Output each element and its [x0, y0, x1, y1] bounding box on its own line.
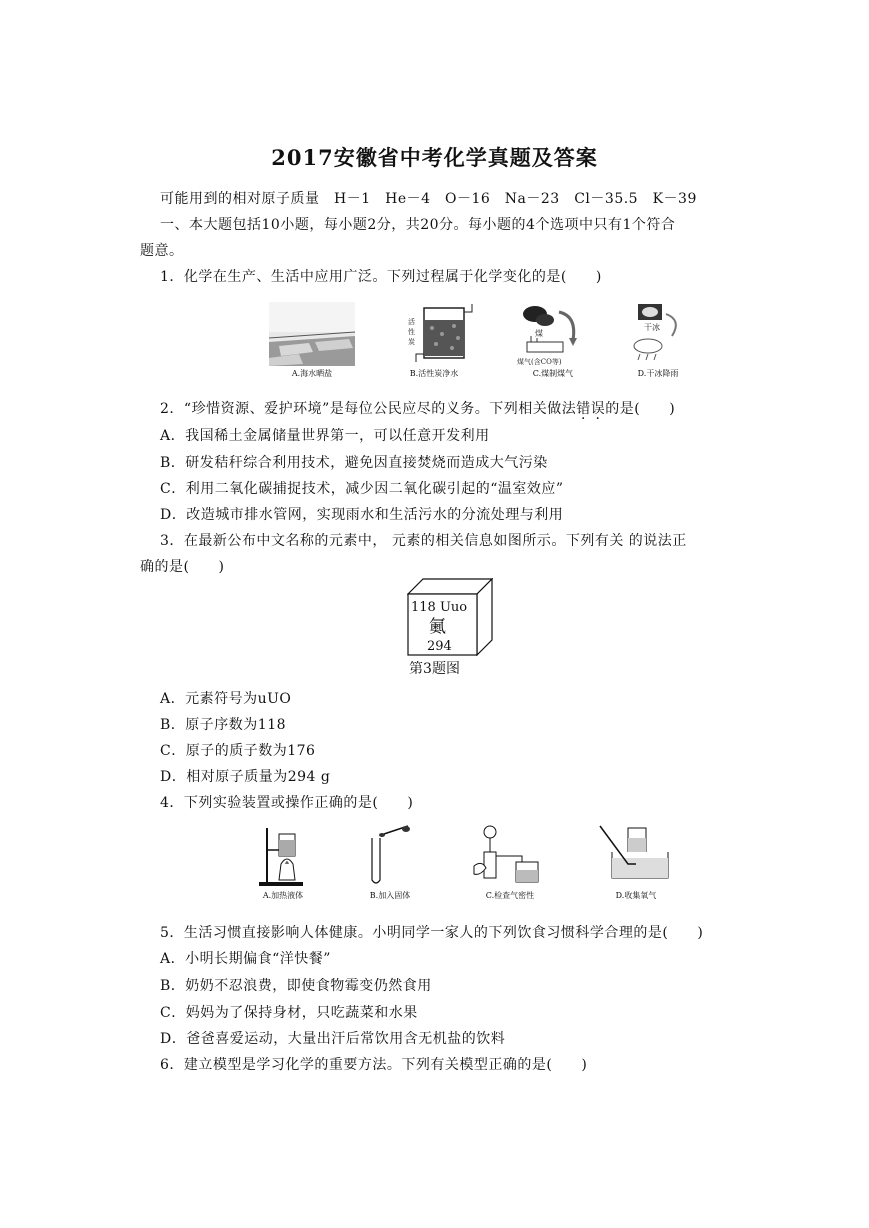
- heating-liquid-image: [253, 824, 313, 888]
- q6-stem: 6．建立模型是学习化学的重要方法。下列有关模型正确的是( ): [160, 1057, 588, 1073]
- q5-option-b: B．奶奶不忍浪费，即使食物霉变仍然食用: [160, 978, 432, 994]
- q2-stem: [160, 398, 675, 418]
- q3-option-b: B．原子序数为118: [160, 717, 287, 733]
- coal-to-gas-image: [515, 302, 591, 366]
- q3-stem: 3．在最新公布中文名称的元素中， 元素的相关信息如图所示。下列有关 的说法正: [160, 533, 687, 549]
- element-name: 鿫: [429, 617, 446, 637]
- airtightness-check-image: [472, 824, 548, 888]
- element-number-symbol: 118 Uuo: [411, 600, 468, 615]
- q1-caption-a: A.海水晒盐: [291, 369, 333, 378]
- q5-option-d: D．爸爸喜爱运动，大量出汗后常饮用含无机盐的饮料: [160, 1031, 506, 1047]
- q2-option-a: A．我国稀土金属储量世界第一，可以任意开发利用: [160, 428, 490, 444]
- q1-caption-d: D.干冰降雨: [637, 369, 679, 378]
- q1-figure-d: [618, 302, 698, 379]
- q5-option-c: C．妈妈为了保持身材，只吃蔬菜和水果: [160, 1005, 418, 1021]
- q1-figure-c: [508, 302, 598, 379]
- q3-option-a: A．元素符号为uUO: [160, 691, 292, 707]
- q4-figure-a: [248, 824, 318, 901]
- q1-stem: 1．化学在生产、生活中应用广泛。下列过程属于化学变化的是( ): [160, 269, 602, 285]
- q1-caption-b: B.活性炭净水: [409, 369, 459, 378]
- q2-option-b: B．研发秸秆综合利用技术，避免因直接焚烧而造成大气污染: [160, 455, 548, 471]
- q4-figure-c: [470, 824, 550, 901]
- q2-stem-text: 2．“珍惜资源、爱护环境”是每位公民应尽的义务。下列相关做法: [160, 401, 577, 417]
- element-mass: 294: [427, 639, 452, 654]
- salt-pan-image: [269, 302, 355, 366]
- q2-emphasis-1: 错: [576, 401, 591, 417]
- q4-figures: [248, 824, 676, 901]
- q1-figures: [268, 302, 698, 379]
- svg-text:煤气(含CO等): 煤气(含CO等): [517, 358, 562, 366]
- svg-text:活: 活: [408, 318, 415, 326]
- q1-caption-c: C.煤制煤气: [532, 369, 574, 378]
- section-heading: 一、本大题包括10小题，每小题2分，共20分。每小题的4个选项中只有1个符合: [160, 217, 676, 233]
- activated-carbon-filter-image: [394, 302, 474, 366]
- section-heading-cont: 题意。: [140, 243, 184, 259]
- q2-option-c: C．利用二氧化碳捕捉技术，减少因二氧化碳引起的“温室效应”: [160, 481, 564, 497]
- q1-figure-a: [268, 302, 356, 379]
- q4-caption-a: A.加热液体: [262, 891, 304, 900]
- page-title: 2017安徽省中考化学真题及答案: [271, 145, 598, 170]
- q4-caption-b: B.加入固体: [369, 891, 411, 900]
- dry-ice-rain-image: [628, 302, 688, 366]
- q3-stem-cont: 确的是( ): [140, 559, 225, 575]
- q2-emphasis-2: 误: [590, 401, 606, 417]
- element-cube-figure: [407, 578, 493, 656]
- q3-figure-caption: 第3题图: [409, 661, 460, 677]
- svg-text:干冰: 干冰: [644, 323, 660, 332]
- svg-text:炭: 炭: [408, 338, 415, 346]
- atomic-masses: 可能用到的相对原子质量 H－1 He－4 O－16 Na－23 Cl－35.5 K－39: [160, 191, 697, 207]
- q1-figure-b: [390, 302, 478, 379]
- collect-oxygen-image: [598, 824, 674, 888]
- q4-caption-d: D.收集氧气: [615, 891, 657, 900]
- q2-option-d: D．改造城市排水管网，实现雨水和生活污水的分流处理与利用: [160, 507, 564, 523]
- q4-stem: 4．下列实验装置或操作正确的是( ): [160, 795, 414, 811]
- svg-text:性: 性: [408, 328, 415, 336]
- q3-option-d: D．相对原子质量为294 g: [160, 769, 331, 785]
- q5-stem: 5．生活习惯直接影响人体健康。小明同学一家人的下列饮食习惯科学合理的是( ): [160, 925, 704, 941]
- q3-option-c: C．原子的质子数为176: [160, 743, 316, 759]
- adding-solid-image: [360, 824, 420, 888]
- q5-option-a: A．小明长期偏食“洋快餐”: [160, 951, 331, 967]
- q2-stem-suffix: 的是( ): [605, 401, 676, 417]
- q4-figure-b: [360, 824, 420, 901]
- svg-text:煤: 煤: [535, 329, 543, 338]
- q4-figure-d: [596, 824, 676, 901]
- q4-caption-c: C.检查气密性: [485, 891, 535, 900]
